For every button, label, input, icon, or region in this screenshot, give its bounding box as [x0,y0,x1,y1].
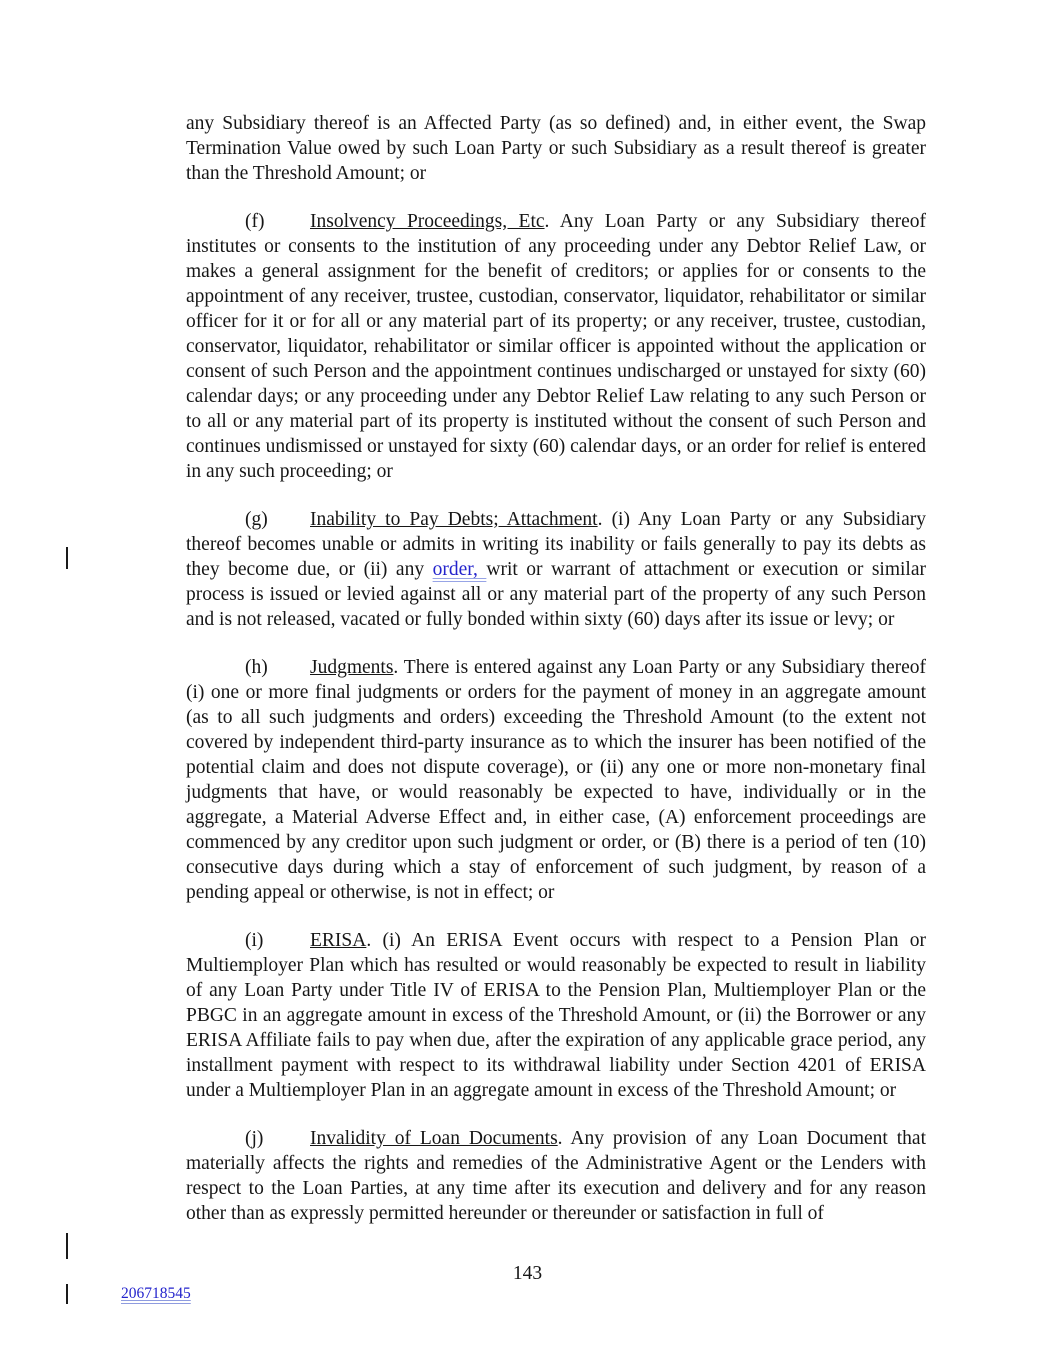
paragraph-letter: (h) [245,657,268,678]
paragraph-f-insolvency-proceedings [186,209,926,484]
change-bar [66,1233,68,1259]
page-number: 143 [512,1263,543,1284]
paragraph-heading: Invalidity of Loan Documents [310,1128,558,1149]
paragraph-text: any Subsidiary thereof is an Affected Party (as so defined) and, in either event, the Swap Termination Value owed by such Loan Party or such Subsidiary as a result thereof is greater than the Threshold Amount; or [186,113,926,184]
paragraph-heading: Insolvency Proceedings, Etc [310,211,545,232]
paragraph-letter: (i) [245,930,264,951]
change-bar [66,547,68,569]
inserted-text-order: order, [432,559,487,580]
paragraph-text: writ or warrant of attachment or execution or similar process is issued or levied against all or any material part of the property of any such Person and is not released, vacated or fully bonded within sixty (60) days after its issue or levy; or [186,559,926,630]
paragraph-j-invalidity-of-loan-documents [186,1126,926,1226]
paragraph-text: . Any Loan Party or any Subsidiary thereof institutes or consents to the institution of any proceeding under any Debtor Relief Law, or makes a general assignment for the benefit of creditors; or applies for or consents to the appointment of any receiver, trustee, custodian, conservator, liquidator, rehabilitator or similar officer for it or for all or any material part of its property; or any receiver, trustee, custodian, conservator, liquidator, rehabilitator or similar officer is appointed without the application or consent of such Person and the appointment continues undischarged or unstayed for sixty (60) calendar days; or any proceeding under any Debtor Relief Law relating to any such Person or to all or any material part of its property is instituted without the consent of such Person and continues undismissed or unstayed for sixty (60) calendar days, or an order for relief is entered in any such proceeding; or [186,211,927,482]
paragraph-text: . Any provision of any Loan Document that materially affects the rights and remedies of the Administrative Agent or the Lenders with respect to the Loan Parties, at any time after its execution and delivery and for any reason other than as expressly permitted hereunder or thereunder or satisfaction in full of [186,1128,926,1224]
paragraph-text: . (i) An ERISA Event occurs with respect to a Pension Plan or Multiemployer Plan which has resulted or would reasonably be expected to result in liability of any Loan Party under Title IV of ERISA to the Pension Plan, Multiemployer Plan or the PBGC in an aggregate amount in excess of the Threshold Amount, or (ii) the Borrower or any ERISA Affiliate fails to pay when due, after the expiration of any applicable grace period, any installment payment with respect to its withdrawal liability under Section 4201 of ERISA under a Multiemployer Plan in an aggregate amount in excess of the Threshold Amount; or [186,930,926,1101]
paragraph-text: . There is entered against any Loan Party or any Subsidiary thereof (i) one or more final judgments or orders for the payment of money in an aggregate amount (as to all such judgments and orders) exceeding the Threshold Amount (to the extent not covered by independent third-party insurance as to which the insurer has been notified of the potential claim and does not dispute coverage), or (ii) any one or more non-monetary final judgments that have, or would reasonably be expected to have, individually or in the aggregate, a Material Adverse Effect and, in either case, (A) enforcement proceedings are commenced by any creditor upon such judgment or order, or (B) there is a period of ten (10) consecutive days during which a stay of enforcement of such judgment, by reason of a pending appeal or otherwise, is not in effect; or [186,657,926,903]
paragraph-text: . (i) Any Loan Party or any Subsidiary thereof becomes unable or admits in writing its inability or fails generally to pay its debts as they become due, or (ii) any [186,509,926,580]
document-body [186,111,926,1226]
paragraph-letter: (j) [245,1128,264,1149]
paragraph-heading: Judgments [310,657,394,678]
paragraph-letter: (g) [245,509,268,530]
paragraph-letter: (f) [245,211,265,232]
paragraph-h-judgments [186,655,926,905]
paragraph-continuation [186,111,926,186]
paragraph-heading: ERISA [310,930,367,951]
paragraph-i-erisa [186,928,926,1103]
paragraph-heading: Inability to Pay Debts; Attachment [310,509,598,530]
document-id: 206718545 [121,1285,191,1302]
change-bar [66,1284,68,1304]
paragraph-g-inability-to-pay-debts [186,507,926,632]
